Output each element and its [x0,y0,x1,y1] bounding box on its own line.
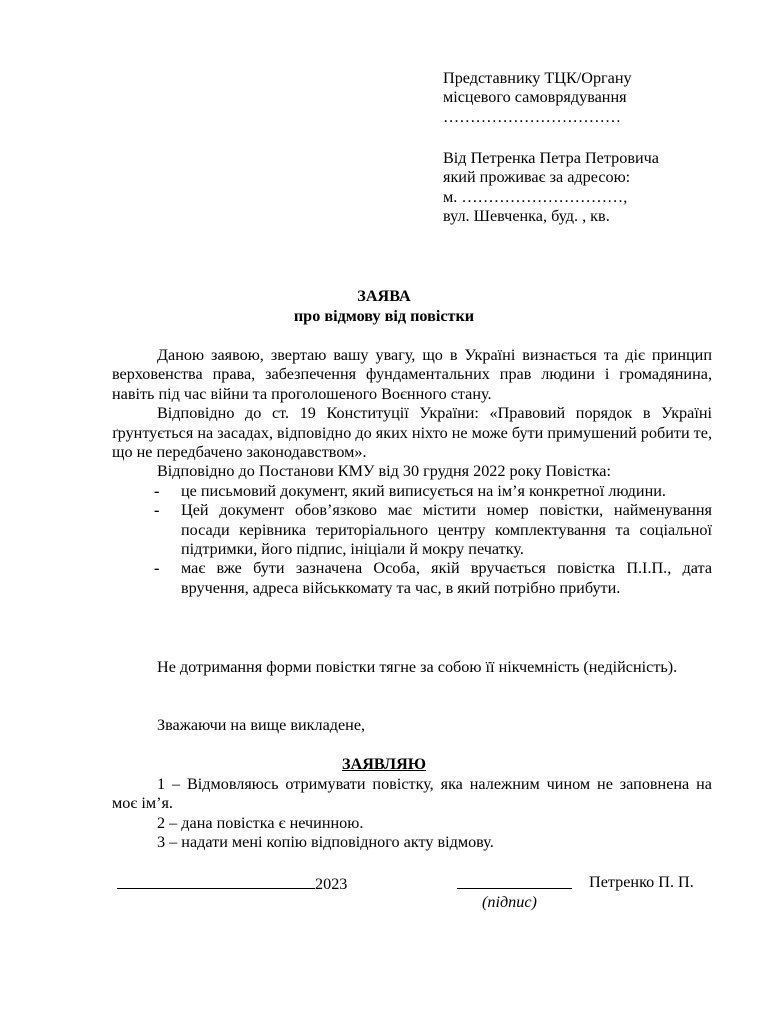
body-paragraph: Відповідно до Постанови КМУ від 30 грудня 2022 року Повістка: [157,462,611,481]
body-paragraph: Зважаючи на вище викладене, [157,716,366,734]
signature-row [0,873,768,913]
body-paragraph: Не дотримання форми повістки тягне за собою її нікчемність (недійсність). [157,658,678,676]
sender-line: м. …………………………, [443,187,628,206]
list-item [112,482,712,501]
signer-name: Петренко П. П. [589,873,694,891]
nullity-paragraph-block [112,658,712,677]
sender-line: який проживає за адресою: [443,168,631,187]
claims-block [112,775,712,853]
bullet-marker: - [154,481,160,500]
list-item-text: має вже бути зазначена Особа, якій вручається повістка П.І.П., дата вручення, адреса військкомату та час, в який потрібно прибути. [181,559,712,597]
addressee-block [443,69,733,127]
declare-heading: ЗАЯВЛЯЮ [341,755,427,773]
bullet-marker: - [154,501,160,520]
bullet-marker: - [154,559,160,578]
conclusion-block [112,716,712,735]
requirements-list [112,482,712,598]
addressee-line: місцевого самоврядування [443,88,627,107]
claim-item: 2 – дана повістка є нечинною. [157,813,364,832]
sender-block [443,149,743,227]
date-blank-line [117,873,315,889]
list-item-text: Цей документ обов’язково має містити номер повістки, найменування посади керівника територіального центру комплектування та соціальної підтримки, його підпис, ініціали й мокру печатку. [181,501,712,559]
body-paragraph: Відповідно до ст. 19 Конституції України: «Правовий порядок в Україні ґрунтується на засадах, відповідно до яких ніхто не може бути примушений робити те, що не передбачено законодавством». [112,404,712,462]
list-item [112,501,712,559]
body-paragraph: Даною заявою, звертаю вашу увагу, що в Україні визнається та діє принцип верховенства права, забезпечення фундаментальних прав людини і громадянина, навіть під час війни та проголошеного Воєнного стану. [112,346,712,403]
date-field [117,873,347,894]
claim-item: 3 – надати мені копію відповідного акту відмову. [157,833,494,852]
list-item [112,559,712,598]
claim-item: 1 – Відмовляюсь отримувати повістку, яка належним чином не заповнена на моє ім’я. [112,775,712,813]
signature-line [457,888,572,889]
document-body [112,346,712,598]
list-item-text: це письмовий документ, який виписується на ім’я конкретної людини. [181,481,666,500]
addressee-line: Представнику ТЦК/Органу [443,69,632,87]
document-subtitle: про відмову від повістки [293,307,475,325]
signature-caption: (підпис) [482,893,537,911]
sender-line: Від Петренка Петра Петровича [443,149,659,167]
addressee-line: …………………………… [443,107,622,126]
date-year: 2023 [315,875,348,893]
document-title: ЗАЯВА [357,287,411,305]
sender-line: вул. Шевченка, буд. , кв. [443,207,610,226]
